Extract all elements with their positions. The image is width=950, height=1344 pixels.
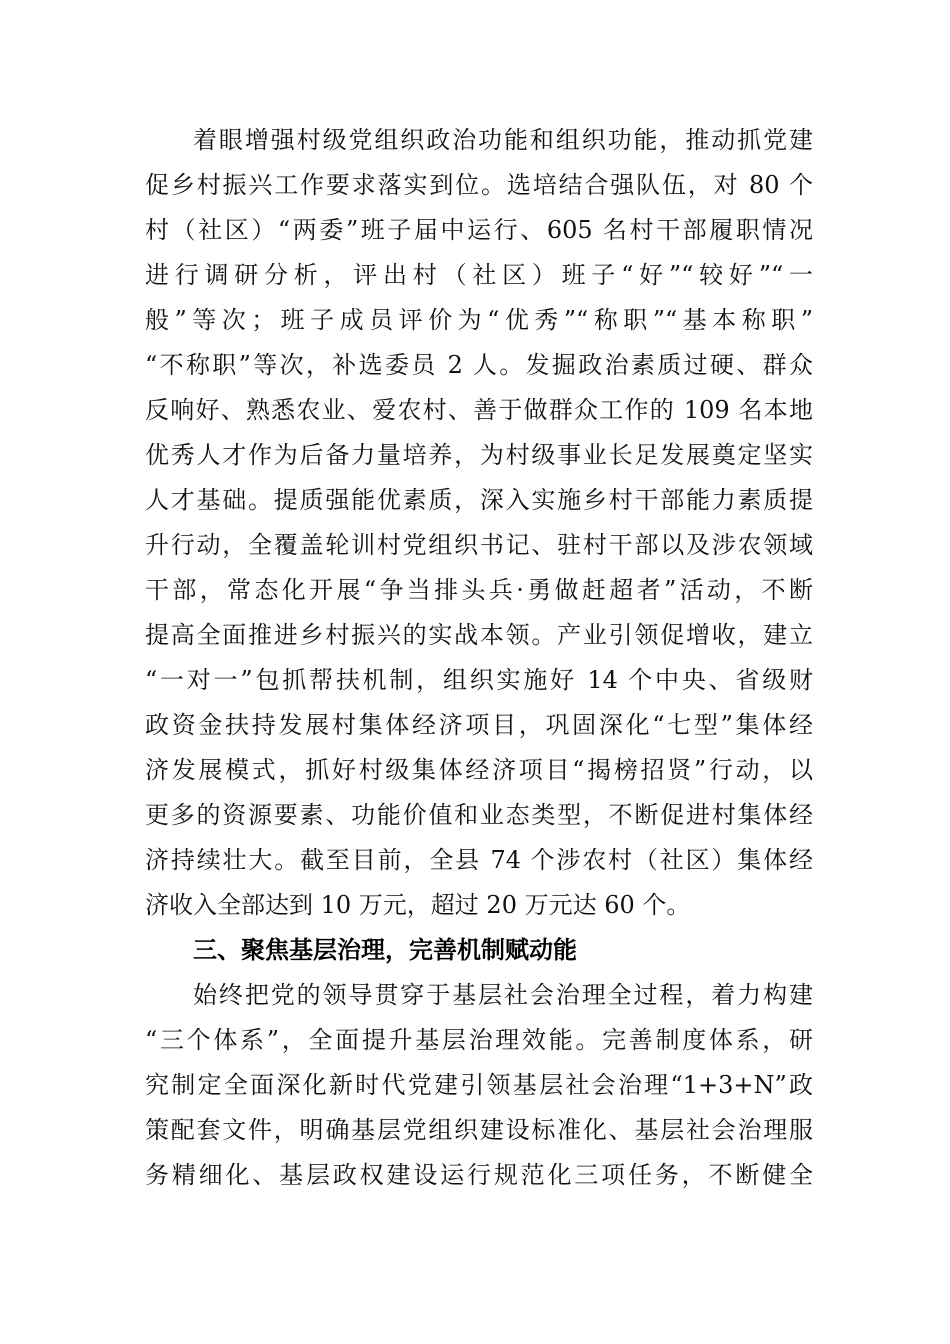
text-line: “三个体系”，全面提升基层治理效能。完善制度体系，研 xyxy=(145,1026,813,1054)
paragraph-rural-party-building xyxy=(145,118,813,928)
text-line: 政资金扶持发展村集体经济项目，巩固深化“七型”集体经 xyxy=(145,711,813,739)
text-line: 务精细化、基层政权建设运行规范化三项任务，不断健全 xyxy=(145,1161,813,1189)
text-line: 策配套文件，明确基层党组织建设标准化、基层社会治理服 xyxy=(145,1116,813,1144)
text-line: 人才基础。提质强能优素质，深入实施乡村干部能力素质提 xyxy=(145,486,813,514)
text-line: 反响好、熟悉农业、爱农村、善于做群众工作的 109 名本地 xyxy=(145,396,813,424)
section-heading: 三、聚焦基层治理，完善机制赋动能 xyxy=(193,936,577,964)
text-line: “不称职”等次，补选委员 2 人。发掘政治素质过硬、群众 xyxy=(145,351,813,379)
text-line: 始终把党的领导贯穿于基层社会治理全过程，着力构建 xyxy=(193,981,813,1009)
text-line: 济发展模式，抓好村级集体经济项目“揭榜招贤”行动，以 xyxy=(145,756,813,784)
text-line: 般”等次；班子成员评价为“优秀”“称职”“基本称职” xyxy=(145,306,813,334)
text-line: 究制定全面深化新时代党建引领基层社会治理“1+3+N”政 xyxy=(145,1071,813,1099)
text-line: 着眼增强村级党组织政治功能和组织功能，推动抓党建 xyxy=(193,126,813,154)
text-line: 济收入全部达到 10 万元，超过 20 万元达 60 个。 xyxy=(145,891,691,919)
text-line: 干部，常态化开展“争当排头兵·勇做赶超者”活动，不断 xyxy=(145,576,813,604)
text-line: 更多的资源要素、功能价值和业态类型，不断促进村集体经 xyxy=(145,801,813,829)
paragraph-grassroots-governance xyxy=(145,973,813,1198)
text-line: 进行调研分析，评出村（社区）班子“好”“较好”“一 xyxy=(145,261,813,289)
text-line: 村（社区）“两委”班子届中运行、605 名村干部履职情况 xyxy=(145,216,813,244)
text-line: “一对一”包抓帮扶机制，组织实施好 14 个中央、省级财 xyxy=(145,666,813,694)
document-body xyxy=(145,118,813,1198)
text-line: 升行动，全覆盖轮训村党组织书记、驻村干部以及涉农领域 xyxy=(145,531,813,559)
text-line: 促乡村振兴工作要求落实到位。选培结合强队伍，对 80 个 xyxy=(145,171,813,199)
text-line: 济持续壮大。截至目前，全县 74 个涉农村（社区）集体经 xyxy=(145,846,813,874)
text-line: 优秀人才作为后备力量培养，为村级事业长足发展奠定坚实 xyxy=(145,441,813,469)
text-line: 提高全面推进乡村振兴的实战本领。产业引领促增收，建立 xyxy=(145,621,813,649)
